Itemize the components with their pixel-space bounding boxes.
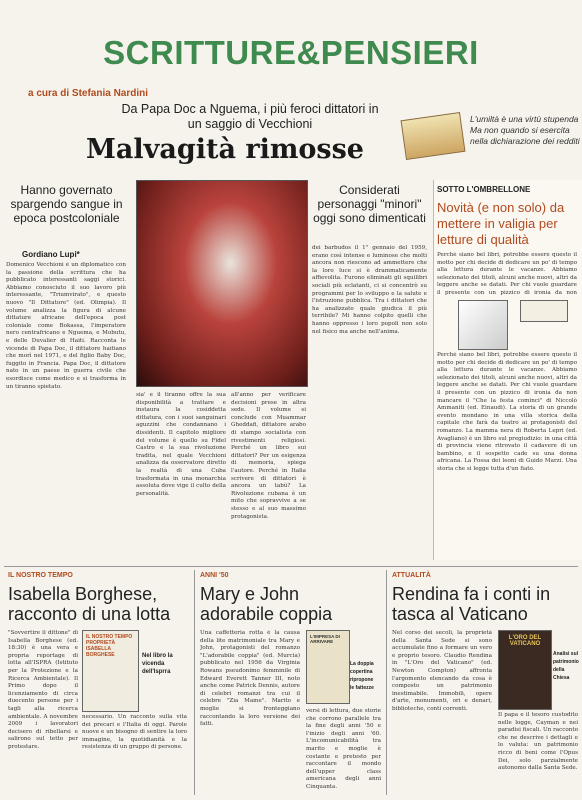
column-rule-2 [386,570,387,795]
bottom-body-3: Nel corso dei secoli, la proprietà della Santa Sede si sono accumulate fino a formare un vero e proprio tesoro. Claudio Rendina in "L'Oro del Vaticano" (ed. Newton Compton) affronta l'argomento elencando da cosa è composto un patrimonio inestimabile. Immobili, opere d'arte, monumenti, ori e denari, biblioteche, conti correnti. [392,630,492,712]
bottom-body-1b: necessario. Un racconto sulla vita dei precari e l'Italia di oggi. Parole nuove e un bisogno di sentire la loro immagine, la quotidianità e la resistenza di un gruppo di persone. [82,714,187,751]
book-cover-1 [82,630,139,712]
article-column-4: dei barbudos il 1° gennaio del 1959, erano così intense e luminose che molti ancora non riescono ad ammettere che la loro luce si è drammaticamente affievolita. Furono eliminati gli squilibri sociali più eclatanti, ci si concentrò su programmi per lo sviluppo e la salute e l'istruzione pubblica. Tra i dittatori che ha analizzato quale giudica il più terribile? Mi hanno colpito quelli che hanno oppresso i loro popoli non solo nel fisico ma anche nell'anima. [312,245,427,335]
book-cover-2 [306,630,350,704]
caption-3: Analisi sul patrimonio della Chiesa [553,651,579,681]
article-column-3: all'anno per verificare decisioni prese in altra sede. Il volume si conclude con Muammar Gheddafi, dittatore arabo di stampo socialista con rivestimenti religiosi. Perché un libro sui dittatori? Per un esigenza di memoria, spiega l'autore. Perché in Italia scrivere di dittatori è ancora un tabù? La Rivoluzione cubana è un mito che sopravvive a se stesso e al suo massimo protagonista. [231,392,306,520]
sidebar-book-image [458,300,508,350]
cover-text-2: L'IMPRESA DI ARRIVARE [310,634,340,644]
section-label-1: IL NOSTRO TEMPO [8,572,73,579]
masthead: SCRITTURE&PENSIERI [103,34,479,71]
subhead-left: Hanno governato spargendo sangue in epoca postcoloniale [10,183,123,225]
bottom-body-2: Una caffetteria rotta è la causa della lite matrimoniale tra Mary e John, protagonisti del romanzo "L'adorabile coppia" (ed. Murcia) pubblicato nel 1956 da Virginia Rowans pseudonimo femminile di Edward Everett Tanner III, noto anche come Patrick Dennis, autore di celebri romanzi tra cui il celebre "Zia Mame". Marito e moglie si fronteggiano raccontando la loro versione dei fatti. [200,630,300,728]
bottom-body-2b: versi di lettura, due storie che corrono parallele tra la fine degli anni '50 e l'inizio degli anni '60. L'incomunicabilità tra marito e moglie è costante e pretesto per raccontare il mondo dell'upper class americana degli anni Cinquanta. [306,708,381,790]
headline: Malvagità rimosse [86,134,364,165]
pull-quote: L'umiltà è una virtù stupenda Ma non quando si esercita nella dichiarazione dei redditi [470,114,580,146]
byline: a cura di Stefania Nardini [28,88,149,99]
kicker: Da Papa Doc a Nguema, i più feroci dittatori in un saggio di Vecchioni [121,102,379,131]
author: Gordiano Lupi* [22,250,80,259]
section-label-3: ATTUALITÀ [392,572,431,579]
cover-text-3: L'ORO DEL VATICANO [508,635,542,647]
bottom-body-3b: Il papa e il tesoro custodito nelle logge, Cayman e nei paradisi fiscali. Un racconto che ne descrive i dettagli e lo valuta: un patrimonio ricco di beni come l'Opus Dei, solo parzialmente autonomo dalla Santa Sede. [498,712,578,772]
bottom-title-1: Isabella Borghese, racconto di una lotta [8,584,171,624]
column-rule [194,570,195,795]
bottom-title-3: Rendina fa i conti in tasca al Vaticano [392,584,551,624]
sidebar-book-image-2 [520,300,568,322]
bottom-title-2: Mary e John adorabile coppia [200,584,333,624]
subhead-right: Considerati personaggi "minori" oggi sono dimenticati [313,183,426,225]
book-image [401,112,466,160]
sidebar-body: Perché siano bel libri, potrebbe essere questo il motto per chi decide di dedicare un po' di tempo alla lettura durante le vacanze. Abbiamo selezionato dei titoli, alcuni anche nuovi, altri da leggere anche se datati. Per chi vuole guardare il presente con un pizzico di ironia da non mancare il "Che la festa cominci" di Niccolò Ammaniti (ed. Einaudi). La storia di un grande evento mondano in una villa storica della capitale che farà da teatro ai protagonisti del romanzo. La mamma nera di Roberta Lepri (ed. Avagliano) è un libro sul pregiudizio: in una città di provincia viene ritrovato il cadavere di un bambino, e il sospetto cade su una donna africana. La Fossa dei leoni di Guido Marzi. Una storia che si legge tutta d'un fiato. [437,352,577,472]
divider [4,566,578,567]
article-column-2: sia' e il tiranno offre la sua disponibilità a trattare e instaura la cosiddetta dittatura, con i suoi sanguinari aguzzini che condannano i dissidenti. Il capitolo migliore del volume è quello su Fidel Castro e la sua rivoluzione tradita, nel quale Vecchioni analizza da osservatore diretto la realtà di una Cuba trasformata in una monarchia assoluta dove vige il culto della personalità. [136,392,226,497]
sidebar-body-top: Perché siano bel libri, potrebbe essere questo il motto per chi decide di dedicare un po' di tempo alla lettura durante le vacanze. Abbiamo selezionato dei titoli, alcuni anche nuovi, altri da leggere anche se datati. Per chi vuole guardare il presente con un pizzico di ironia da non [437,252,577,296]
caption-1: Nel libro la vicenda dell'Isprra [142,653,173,675]
caption-2: La doppia copertina ripropone le fattezze [350,661,374,691]
book-cover-3 [498,630,552,710]
section-label-2: ANNI '50 [200,572,229,579]
article-column-1: Domenico Vecchioni è un diplomatico con la passione della scrittura che ha pubblicato interessanti saggi storici. Abbiamo conosciuto il suo lavoro più interessante, "Triumvirato", e questo nuovo "Il Dittatore" (ed. Olimpia). Il volume analizza la figura di alcune dittature africane dell'epoca post coloniale come Bokassa, l'imperatore nero centrafricano e Nguema, e Mobutu, e delle Duvalier di Haiti. Racconta le vicende di Papa Doc, il dittatore haitiano che morì nel 1971, e del figlio Baby Doc, fuggito in Francia. Papa Doc, il dittatore nato in un paese in guerra civile che esordisce come medico e si trasforma in un tiranno spietato. [6,262,126,390]
cover-text-1: IL NOSTRO TEMPO PROPRIETÀ ISABELLA BORGHESE [86,634,133,658]
sidebar-title: Novità (e non solo) da mettere in valigia per letture di qualità [437,200,565,247]
sidebar-tag: SOTTO L'OMBRELLONE [437,185,531,194]
article-photo [136,180,308,387]
bottom-body-1: "Sovvertire il dittone" di Isabella Borghese (ed. 18:30) è una vera e propria reportage di lotta all'ISPRA (Istituto per la Protezione e la Ricerca Ambientale). Il Primo dopo il licenziamento di circa duecento persone per i tagli alla ricerca ambientale. A novembre 2009 i lavoratori decisero di ribellarsi e salirono sul tetto per protestare. [8,630,78,750]
